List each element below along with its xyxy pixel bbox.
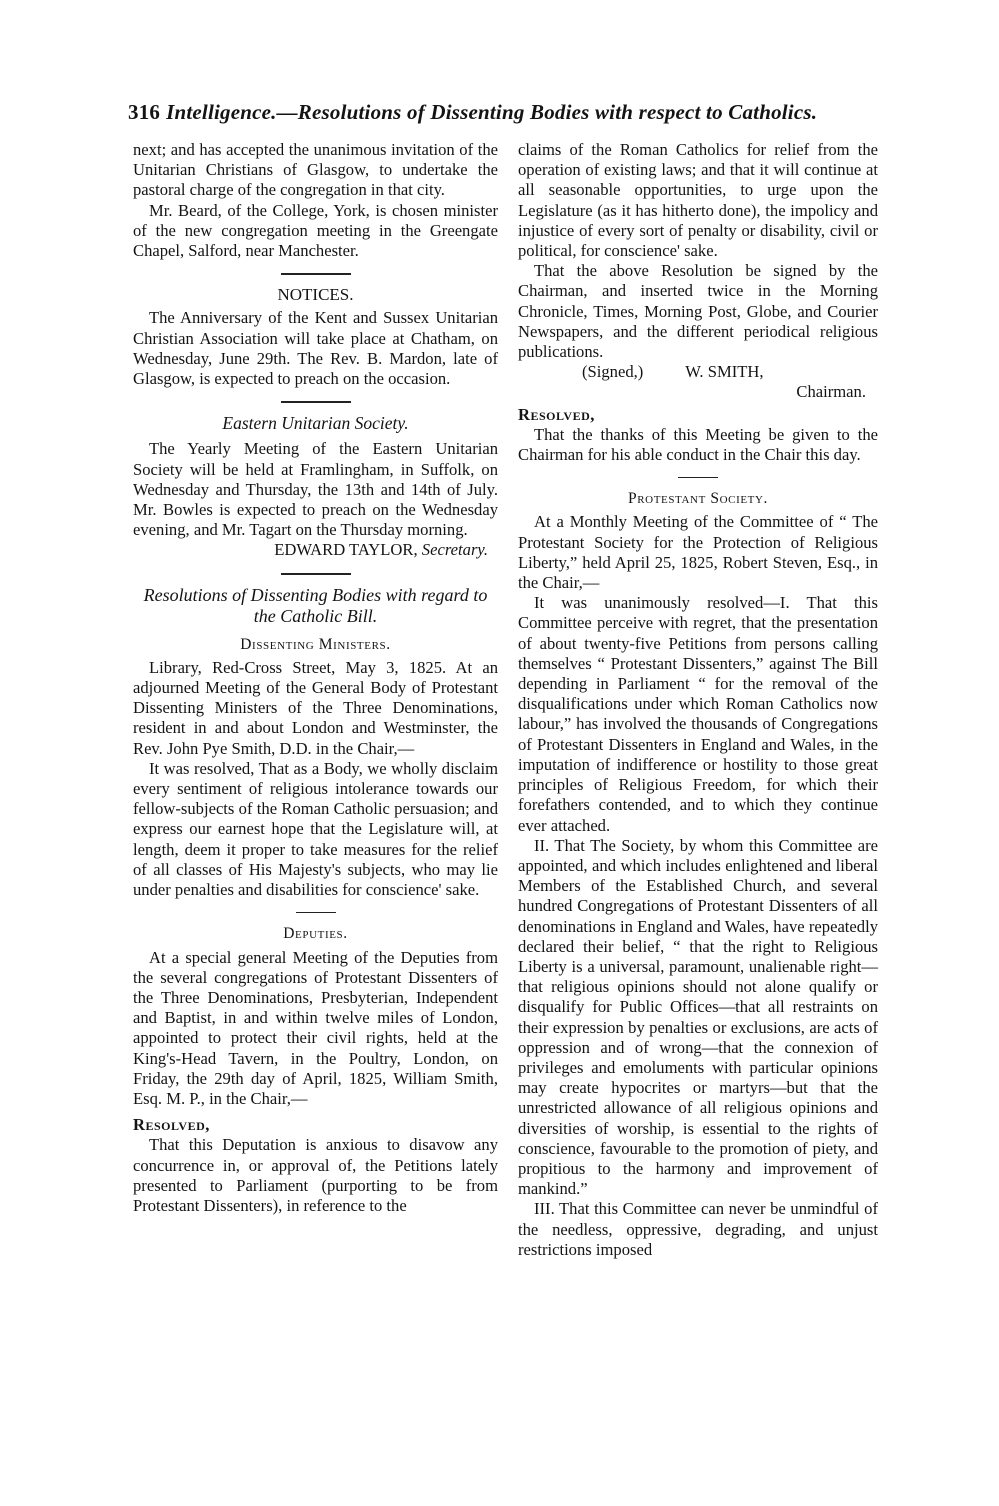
protestant-society-heading: Protestant Society. bbox=[628, 490, 768, 508]
resolutions-heading: Resolutions of Dissenting Bodies with regard to the Catholic Bill. bbox=[143, 584, 488, 626]
notices-heading: NOTICES. bbox=[277, 285, 354, 305]
section-divider bbox=[678, 474, 718, 481]
deputies-heading: Deputies. bbox=[283, 925, 348, 943]
right-column bbox=[518, 140, 878, 1260]
section-divider bbox=[281, 270, 351, 277]
protestant-paragraph-3: II. That The Society, by whom this Committee are appointed, and which includes enlightened and liberal Members of the Established Church, and several hundred Congregations of Protestant Dissenters of all denominations in England and Wales, have repeatedly declared their belief, “ that the right to Religious Liberty is a universal, paramount, unalienable right—that religious opinions should not alone qualify or disqualify for Public Offices—that all restraints on their expression by penalties or exclusions, are acts of oppression and of wrong—that the connexion of privileges and emoluments with particular opinions may create hypocrites or martyrs—but that the unrestricted allowance of all religious opinions and diversities of worship, is essential to the rights of conscience, favourable to the promotion of piety, and propitious to the harmony and improvement of mankind.” bbox=[518, 835, 878, 1199]
deputies-signature bbox=[518, 362, 878, 382]
eastern-signature-name: EDWARD TAYLOR, bbox=[274, 540, 418, 560]
right-paragraph-2: That the above Resolution be signed by the Chairman, and inserted twice in the Morning Chronicle, Times, Morning Post, Globe, and Courier Newspapers, and the different periodical religious publications. bbox=[518, 261, 878, 362]
signed-role: Chairman. bbox=[796, 382, 866, 402]
signed-name: W. SMITH, bbox=[685, 362, 764, 382]
resolved-label: Resolved, bbox=[133, 1115, 210, 1135]
protestant-paragraph-1: At a Monthly Meeting of the Committee of “ The Protestant Society for the Protection of Religious Liberty,” held April 25, 1825, Robert Steven, Esq., in the Chair,— bbox=[518, 512, 878, 593]
eastern-signature bbox=[133, 540, 498, 560]
left-paragraph-1: next; and has accepted the unanimous invitation of the Unitarian Christians of Glasgow, to undertake the pastoral charge of the congregation in that city. bbox=[133, 140, 498, 200]
ministers-paragraph-1: Library, Red-Cross Street, May 3, 1825. At an adjourned Meeting of the General Body of Protestant Dissenting Ministers of the Three Denominations, resident in and about London and Westminster, the Rev. John Pye Smith, D.D. in the Chair,— bbox=[133, 657, 498, 758]
deputies-paragraph: At a special general Meeting of the Deputies from the several congregations of Protestant Dissenters of the Three Denominations, Presbyterian, Independent and Baptist, in and within twelve miles of London, appointed to protect their civil rights, held at the King's-Head Tavern, in the Poultry, London, on Friday, the 29th day of April, 1825, William Smith, Esq. M. P., in the Chair,— bbox=[133, 947, 498, 1108]
thanks-paragraph: That the thanks of this Meeting be given to the Chairman for his able conduct in the Chair this day. bbox=[518, 424, 878, 465]
running-header bbox=[128, 100, 868, 125]
left-paragraph-2: Mr. Beard, of the College, York, is chosen minister of the new congregation meeting in the Greengate Chapel, Salford, near Manchester. bbox=[133, 200, 498, 261]
page-number: 316 bbox=[128, 100, 161, 124]
right-paragraph-1: claims of the Roman Catholics for relief from the operation of existing laws; and that it will continue at all seasonable opportunities, to urge upon the Legislature (as it has hitherto done), the impolicy and injustice of every sort of penalty or disability, civil or political, for conscience' sake. bbox=[518, 140, 878, 261]
section-divider bbox=[281, 398, 351, 405]
left-column bbox=[133, 140, 498, 1216]
protestant-paragraph-4: III. That this Committee can never be unmindful of the needless, oppressive, degrading, and unjust restrictions imposed bbox=[518, 1199, 878, 1259]
dissenting-ministers-heading: Dissenting Ministers. bbox=[240, 635, 391, 653]
eastern-society-heading: Eastern Unitarian Society. bbox=[222, 413, 409, 434]
running-title: Intelligence.—Resolutions of Dissenting Bodies with respect to Catholics. bbox=[166, 100, 818, 124]
protestant-paragraph-2: It was unanimously resolved—I. That this Committee perceive with regret, that the presentation of about twenty-five Petitions from persons calling themselves “ Protestant Dissenters,” against The Bill depending in Parliament “ for the removal of the disqualifications under which Roman Catholics now labour,” has involved the thousands of Congregations of Protestant Dissenters in England and Wales, in the imputation of indifference or hostility to those great principles of Religious Freedom, for which their forefathers contended, and to which they continue ever attached. bbox=[518, 593, 878, 835]
resolved-paragraph: That this Deputation is anxious to disavow any concurrence in, or approval of, the Petitions lately presented to Parliament (purporting to be from Protestant Dissenters), in reference to the bbox=[133, 1135, 498, 1215]
signed-label: (Signed,) bbox=[582, 362, 644, 382]
notices-paragraph: The Anniversary of the Kent and Sussex Unitarian Christian Association will take place at Chatham, on Wednesday, June 29th. The Rev. B. Mardon, late of Glasgow, is expected to preach on the occasion. bbox=[133, 308, 498, 389]
section-divider bbox=[281, 570, 351, 577]
ministers-paragraph-2: It was resolved, That as a Body, we wholly disclaim every sentiment of religious intolerance towards our fellow-subjects of the Roman Catholic persuasion; and express our earnest hope that the Legislature will, at length, deem it proper to take measures for the relief of all classes of His Majesty's subjects, who may lie under penalties and disabilities for conscience' sake. bbox=[133, 758, 498, 900]
resolved-label: Resolved, bbox=[518, 404, 595, 424]
eastern-signature-title: Secretary. bbox=[421, 540, 488, 560]
section-divider bbox=[296, 909, 336, 916]
eastern-society-paragraph: The Yearly Meeting of the Eastern Unitarian Society will be held at Framlingham, in Suffolk, on Wednesday and Thursday, the 13th and 14th of July. Mr. Bowles is expected to preach on the Wednesday evening, and Mr. Tagart on the Thursday morning. bbox=[133, 439, 498, 540]
